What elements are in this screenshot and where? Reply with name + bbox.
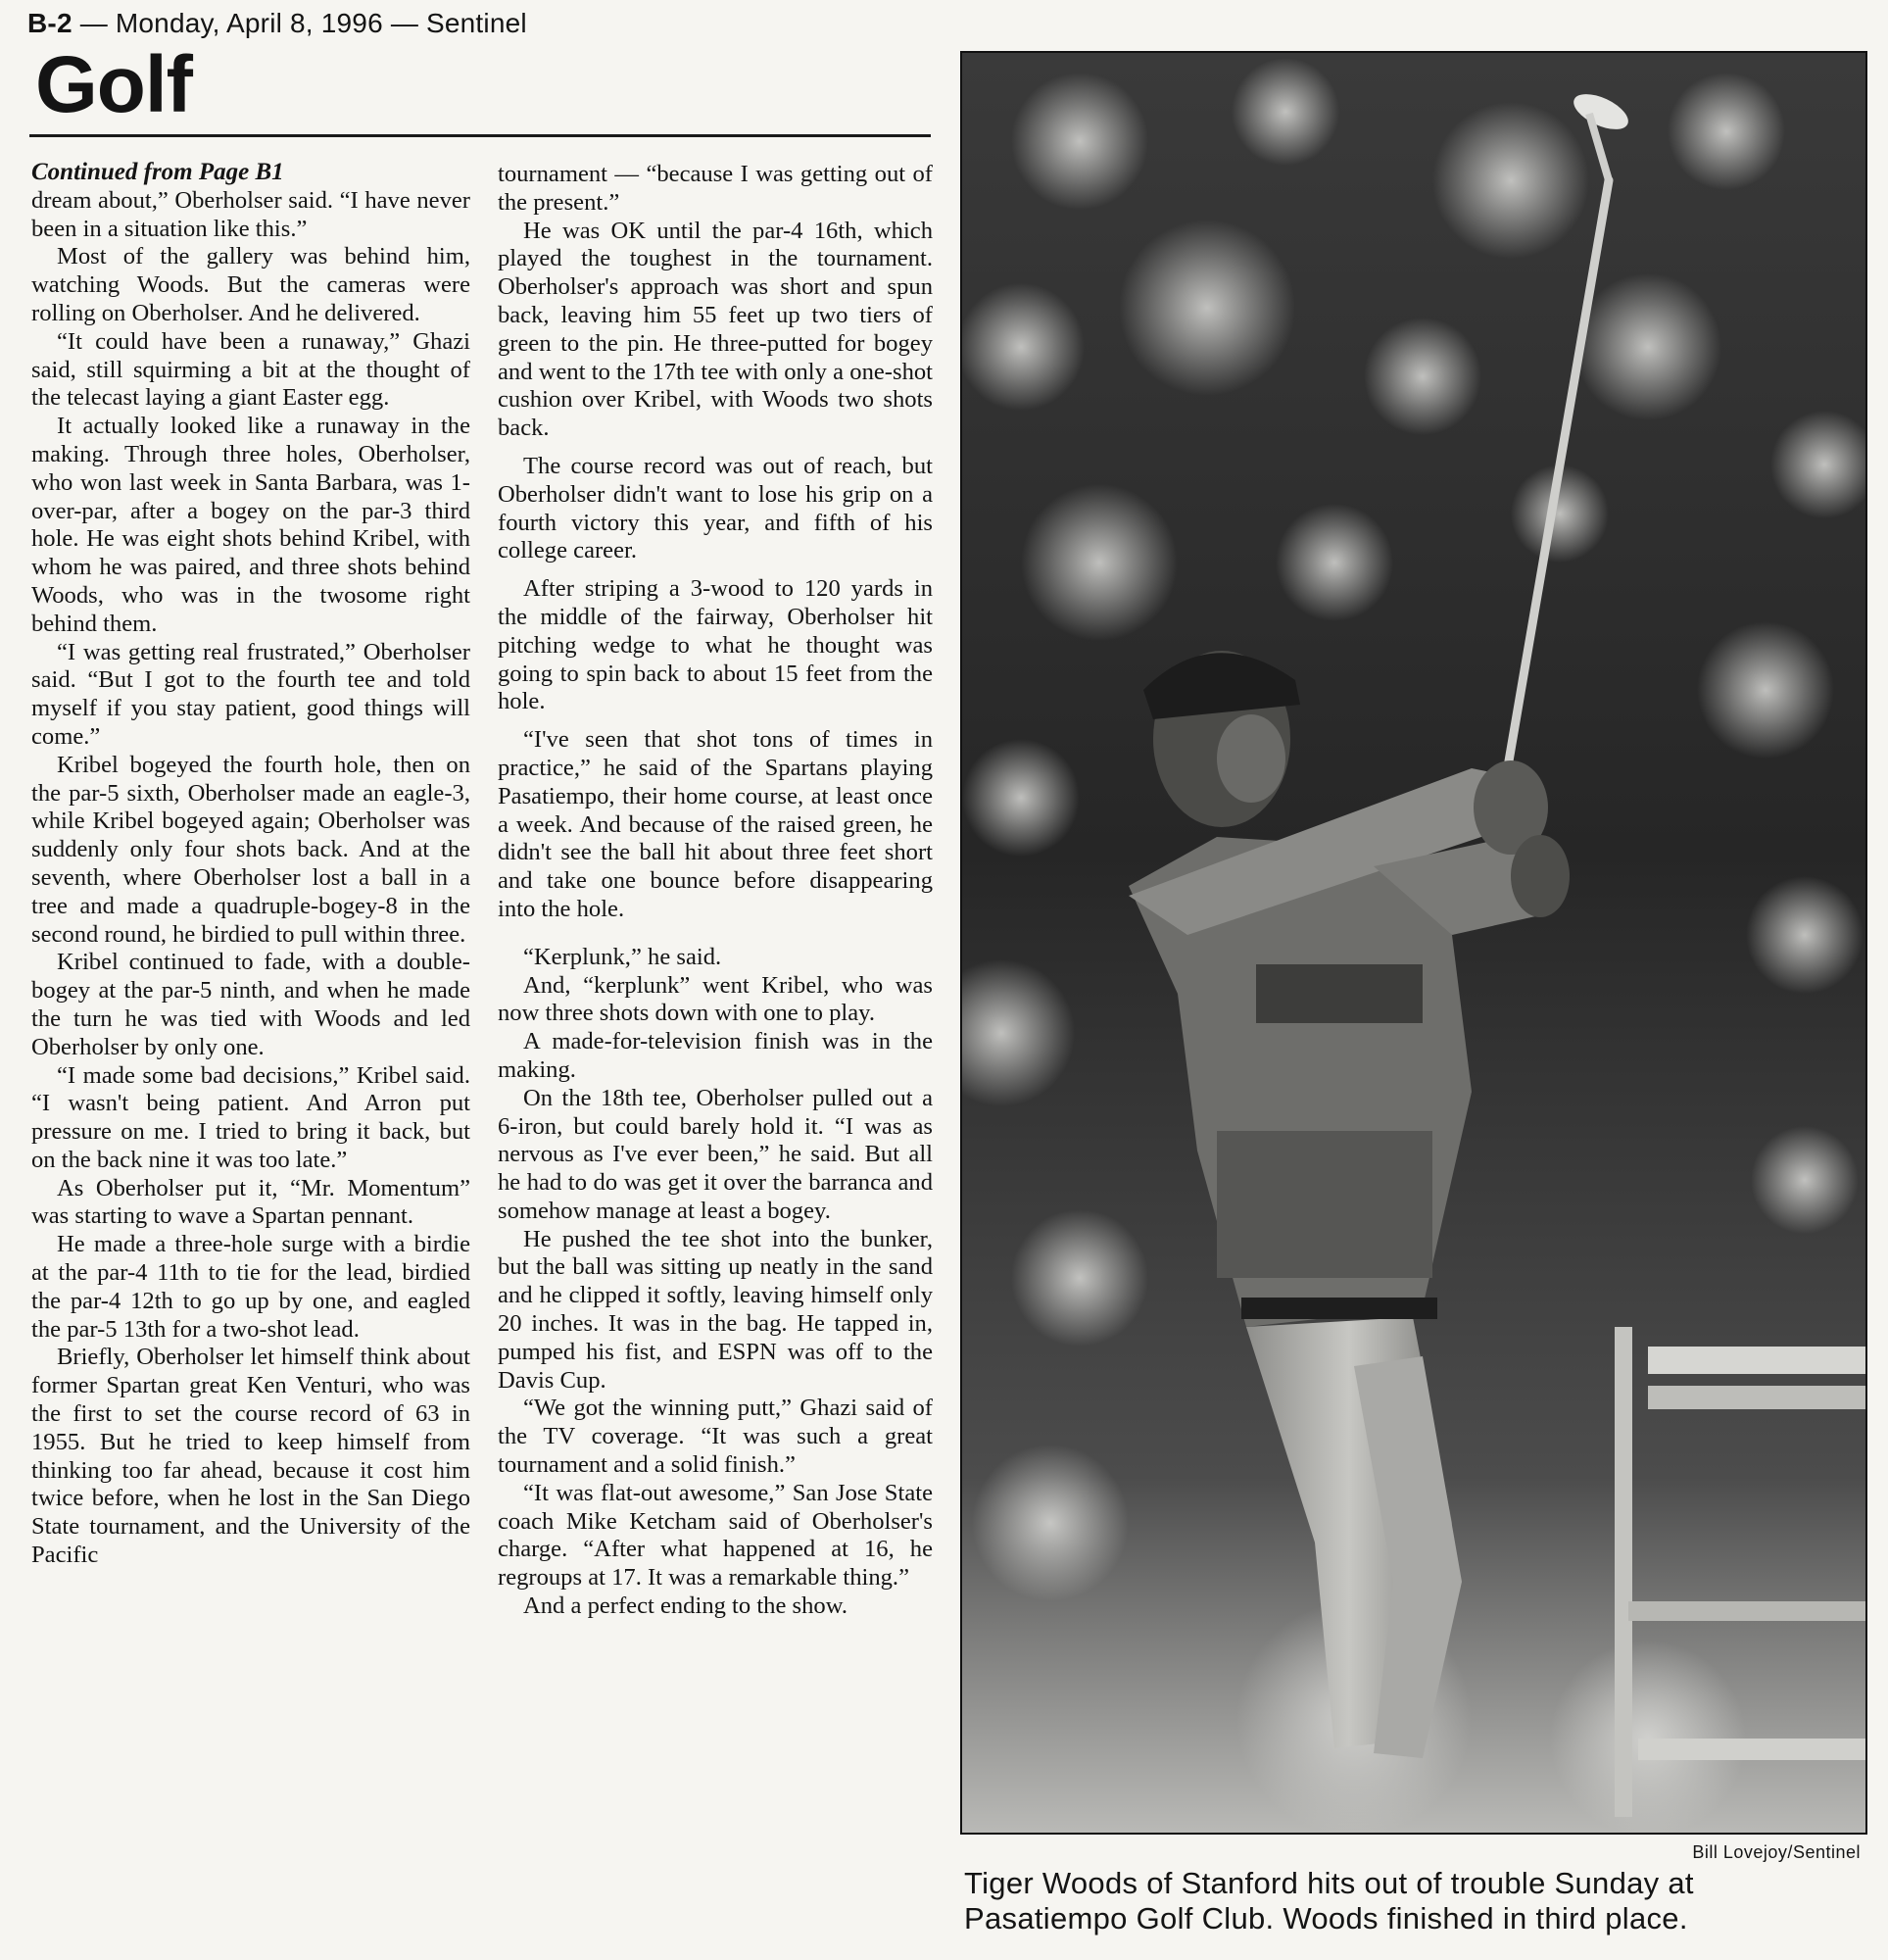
section-title: Golf	[35, 40, 192, 129]
paragraph: “I was getting real frustrated,” Oberholser said. “But I got to the fourth tee and told myself if you stay patient, good things will come.”	[31, 638, 470, 750]
paragraph: dream about,” Oberholser said. “I have never been in a situation like this.”	[31, 186, 470, 242]
dateline: — Monday, April 8, 1996 — Sentinel	[72, 8, 527, 38]
paragraph: “Kerplunk,” he said.	[523, 943, 722, 970]
paragraph: “I made some bad decisions,” Kribel said. “I wasn't being patient. And Arron put pressure on me. I tried to bring it back, but on the back nine it was too late.”	[31, 1061, 470, 1173]
golfer-photo	[960, 51, 1867, 1835]
paragraph: As Oberholser put it, “Mr. Momentum” was starting to wave a Spartan pennant.	[31, 1174, 470, 1230]
paragraph: “I've seen that shot tons of times in practice,” he said of the Spartans playing Pasatiempo, their home course, at least once a week. And because of the raised green, he didn't see the ball hit about three feet short and take one bounce before disappearing into the hole.	[498, 726, 933, 922]
story-column-1	[31, 159, 470, 1570]
folio-line	[27, 8, 527, 39]
paragraph: And a perfect ending to the show.	[523, 1592, 848, 1620]
paragraph: Briefly, Oberholser let himself think about former Spartan great Ken Venturi, who was the first to set the course record of 63 in 1955. But he tried to keep himself from thinking too far ahead, because it cost him twice before, when he lost in the San Diego State tournament, and the University of the Pacific	[31, 1344, 470, 1569]
paragraph: He pushed the tee shot into the bunker, but the ball was sitting up neatly in the sand and he clipped it softly, leaving himself only 20 inches. It was in the bag. He tapped in, pumped his fist, and ESPN was off to the Davis Cup.	[498, 1225, 933, 1394]
story-column-2	[498, 161, 933, 1621]
paragraph: “It was flat-out awesome,” San Jose State coach Mike Ketcham said of Oberholser's charge. “After what happened at 16, he regroups at 17. It was a remarkable thing.”	[498, 1479, 933, 1592]
paragraph: “We got the winning putt,” Ghazi said of the TV coverage. “It was such a great tournament and a solid finish.”	[498, 1395, 933, 1479]
paragraph: He made a three-hole surge with a birdie at the par-4 11th to tie for the lead, birdied the par-4 12th to go up by one, and eagled the par-5 13th for a two-shot lead.	[31, 1231, 470, 1343]
header-rule	[29, 134, 931, 137]
paragraph: A made-for-television finish was in the making.	[498, 1028, 933, 1083]
paragraph: After striping a 3-wood to 120 yards in the middle of the fairway, Oberholser hit pitching wedge to what he thought was going to spin back to about 15 feet from the hole.	[498, 575, 933, 715]
paragraph: Most of the gallery was behind him, watching Woods. But the cameras were rolling on Oberholser. And he delivered.	[31, 243, 470, 326]
photo-credit: Bill Lovejoy/Sentinel	[1692, 1842, 1861, 1862]
page-number: B-2	[27, 8, 73, 38]
paragraph: “It could have been a runaway,” Ghazi said, still squirming a bit at the thought of the telecast laying a giant Easter egg.	[31, 327, 470, 412]
paragraph: tournament — “because I was getting out of the present.”	[498, 161, 933, 216]
jump-line: Continued from Page B1	[31, 159, 284, 185]
photo-caption: Tiger Woods of Stanford hits out of trouble Sunday at Pasatiempo Golf Club. Woods finished in third place.	[964, 1866, 1694, 1936]
paragraph: He was OK until the par-4 16th, which played the toughest in the tournament. Oberholser's approach was short and spun back, leaving him 55 feet up two tiers of green to the pin. He three-putted for bogey and went to the 17th tee with only a one-shot cushion over Kribel, with Woods two shots back.	[498, 217, 933, 442]
paragraph: The course record was out of reach, but Oberholser didn't want to lose his grip on a fourth victory this year, and fifth of his college career.	[498, 452, 933, 564]
paragraph: Kribel bogeyed the fourth hole, then on the par-5 sixth, Oberholser made an eagle-3, while Kribel bogeyed again; Oberholser was suddenly only four shots back. And at the seventh, where Oberholser lost a ball in a tree and made a quadruple-bogey-8 in the second round, he birdied to pull within three.	[31, 751, 470, 948]
paragraph: Kribel continued to fade, with a double-bogey at the par-5 ninth, and when he made the turn he was tied with Woods and led Oberholser by only one.	[31, 949, 470, 1060]
paragraph: It actually looked like a runaway in the making. Through three holes, Oberholser, who won last week in Santa Barbara, was 1-over-par, after a bogey on the par-3 third hole. He was eight shots behind Kribel, with whom he was paired, and three shots behind Woods, who was in the twosome right behind them.	[31, 413, 470, 637]
paragraph: On the 18th tee, Oberholser pulled out a 6-iron, but could barely hold it. “I was as nervous as I've ever been,” he said. But all he had to do was get it over the barranca and somehow manage at least a bogey.	[498, 1084, 933, 1224]
paragraph: And, “kerplunk” went Kribel, who was now three shots down with one to play.	[498, 971, 933, 1027]
